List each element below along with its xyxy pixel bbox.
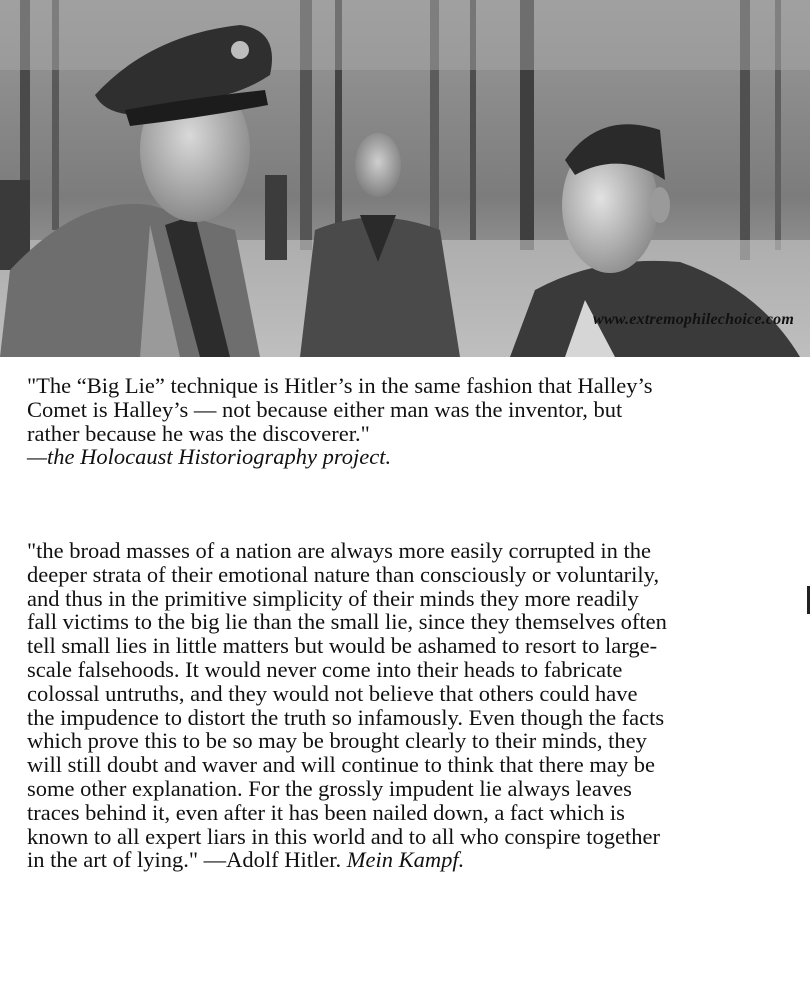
- quote-line: the impudence to distort the truth so infamously. Even though the facts: [27, 704, 665, 730]
- quote-line: scale falsehoods. It would never come into their heads to fabricate: [27, 656, 623, 682]
- quote-line: fall victims to the big lie than the small lie, since they themselves often: [27, 609, 667, 635]
- quote-line: some other explanation. For the grossly impudent lie always leaves: [27, 775, 632, 801]
- quote-last-line: [27, 848, 797, 872]
- quote-line: rather because he was the discoverer.": [27, 420, 370, 446]
- watermark-url: www.extremophilechoice.com: [592, 311, 794, 328]
- historical-photo: [0, 0, 810, 357]
- quote-line: "The “Big Lie” technique is Hitler’s in the same fashion that Halley’s: [27, 373, 653, 398]
- quote-mein-kampf: [27, 539, 797, 872]
- quote-line: colossal untruths, and they would not believe that others could have: [27, 680, 638, 706]
- quote-line: "the broad masses of a nation are always more easily corrupted in the: [27, 538, 651, 563]
- photo-illustration: [0, 0, 810, 357]
- quote-line-text: in the art of lying." —Adolf Hitler.: [27, 847, 347, 873]
- book-title: Mein Kampf.: [346, 847, 465, 873]
- quote-line: and thus in the primitive simplicity of their minds they more readily: [27, 585, 639, 611]
- quote-holocaust-historiography: [27, 374, 797, 469]
- quote-attribution: —the Holocaust Historiography project.: [27, 444, 392, 470]
- quote-line: which prove this to be so may be brought clearly to their minds, they: [27, 728, 647, 754]
- quote-line: will still doubt and waver and will continue to think that there may be: [27, 752, 655, 778]
- quote-line: tell small lies in little matters but would be ashamed to resort to large-: [27, 633, 658, 659]
- quote-line: known to all expert liars in this world and to all who conspire together: [27, 823, 660, 849]
- quote-line: Comet is Halley’s — not because either man was the inventor, but: [27, 396, 623, 422]
- quote-line: deeper strata of their emotional nature than consciously or voluntarily,: [27, 561, 660, 587]
- quote-line: traces behind it, even after it has been nailed down, a fact which is: [27, 799, 625, 825]
